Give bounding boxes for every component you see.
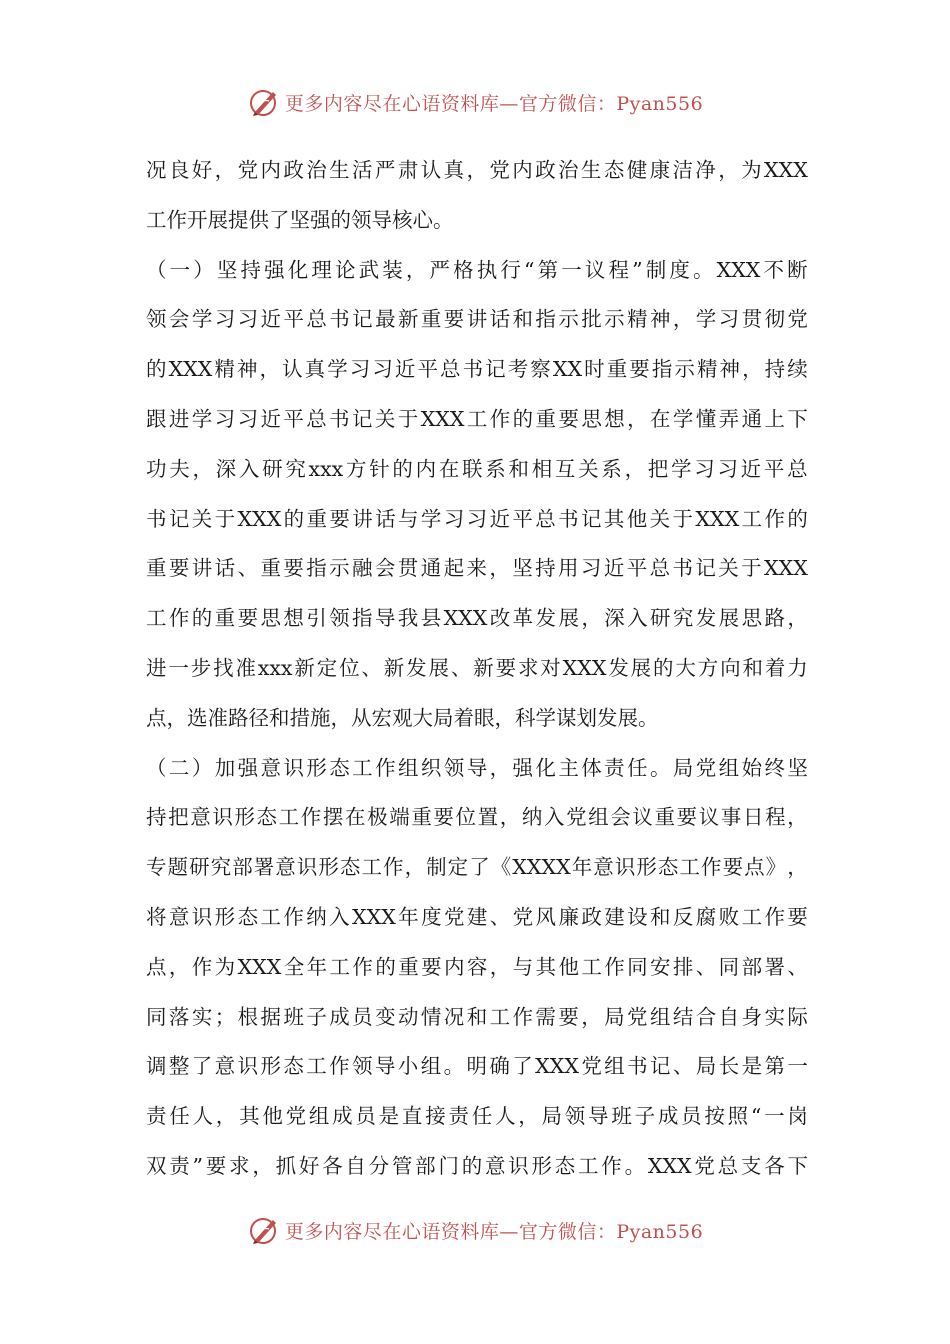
- text-line: （ 一 ） 坚 持 强 化 理 论 武 装 ， 严 格 执 行 “ 第 一 议 程 ” 制 度 。 XXX 不 断: [146, 257, 808, 282]
- header-banner: [0, 82, 950, 122]
- text-line: 持 把 意 识 形 态 工 作 摆 在 极 端 重 要 位 置 ， 纳 入 党 组 会 议 重 要 议 事 日 程 ，: [146, 805, 808, 830]
- text-line: 调 整 了 意 识 形 态 工 作 领 导 小 组 。 明 确 了 XXX 党 组 书 记 、 局 长 是 第 一: [146, 1054, 808, 1079]
- text-line: 工 作 的 重 要 思 想 引 领 指 导 我 县 XXX 改 革 发 展 ， 深 入 研 究 发 展 思 路 ，: [146, 606, 808, 631]
- text-line: 跟 进 学 习 习 近 平 总 书 记 关 于 XXX 工 作 的 重 要 思 想 ， 在 学 懂 弄 通 上 下: [146, 406, 808, 431]
- header-banner-text: 更多内容尽在心语资料库—官方微信：Pyan556: [284, 92, 704, 115]
- footer-banner-text: 更多内容尽在心语资料库—官方微信：Pyan556: [284, 1220, 704, 1243]
- text-line: 功 夫 ， 深 入 研 究 xxx 方 针 的 内 在 联 系 和 相 互 关 系 ， 把 学 习 习 近 平 总: [146, 456, 808, 481]
- text-line: 将 意 识 形 态 工 作 纳 入 XXX 年 度 党 建 、 党 风 廉 政 建 设 和 反 腐 败 工 作 要: [146, 904, 808, 929]
- document-body: [146, 146, 808, 1192]
- text-line: 双 责 ” 要 求 ， 抓 好 各 自 分 管 部 门 的 意 识 形 态 工 作 。 XXX 党 总 支 各 下: [146, 1153, 808, 1178]
- text-line: 专 题 研 究 部 署 意 识 形 态 工 作 ， 制 定 了 《 XXXX 年 意 识 形 态 工 作 要 点 》 ，: [146, 855, 808, 880]
- text-line: （ 二 ） 加 强 意 识 形 态 工 作 组 织 领 导 ， 强 化 主 体 责 任 。 局 党 组 始 终 坚: [146, 755, 808, 780]
- text-line: 工作开展提供了坚强的领导核心。: [146, 207, 454, 232]
- text-line: 责 任 人 ， 其 他 党 组 成 员 是 直 接 责 任 人 ， 局 领 导 班 子 成 员 按 照 “ 一 岗: [146, 1104, 808, 1129]
- text-line: 进 一 步 找 准 xxx 新 定 位 、 新 发 展 、 新 要 求 对 XXX 发 展 的 大 方 向 和 着 力: [146, 655, 808, 680]
- text-line: 同 落 实 ； 根 据 班 子 成 员 变 动 情 况 和 工 作 需 要 ， 局 党 组 结 合 自 身 实 际: [146, 1004, 808, 1029]
- pen-logo-icon: [247, 85, 281, 119]
- text-line: 书 记 关 于 XXX 的 重 要 讲 话 与 学 习 习 近 平 总 书 记 其 他 关 于 XXX 工 作 的: [146, 506, 808, 531]
- text-line: 的 XXX 精 神 ， 认 真 学 习 习 近 平 总 书 记 考 察 XX 时 重 要 指 示 精 神 ， 持 续: [146, 357, 808, 382]
- pen-logo-icon: [247, 1213, 281, 1247]
- text-line: 点 ， 作 为 XXX 全 年 工 作 的 重 要 内 容 ， 与 其 他 工 作 同 安 排 、 同 部 署 、: [146, 954, 808, 979]
- text-line: 点，选准路径和措施，从宏观大局着眼，科学谋划发展。: [146, 705, 659, 730]
- text-line: 重 要 讲 话 、 重 要 指 示 融 会 贯 通 起 来 ， 坚 持 用 习 近 平 总 书 记 关 于 XXX: [146, 556, 808, 581]
- text-line: 领 会 学 习 习 近 平 总 书 记 最 新 重 要 讲 话 和 指 示 批 示 精 神 ， 学 习 贯 彻 党: [146, 307, 808, 332]
- footer-banner: [0, 1210, 950, 1250]
- text-line: 况 良 好 ， 党 内 政 治 生 活 严 肃 认 真 ， 党 内 政 治 生 态 健 康 洁 净 ， 为 XXX: [146, 158, 808, 182]
